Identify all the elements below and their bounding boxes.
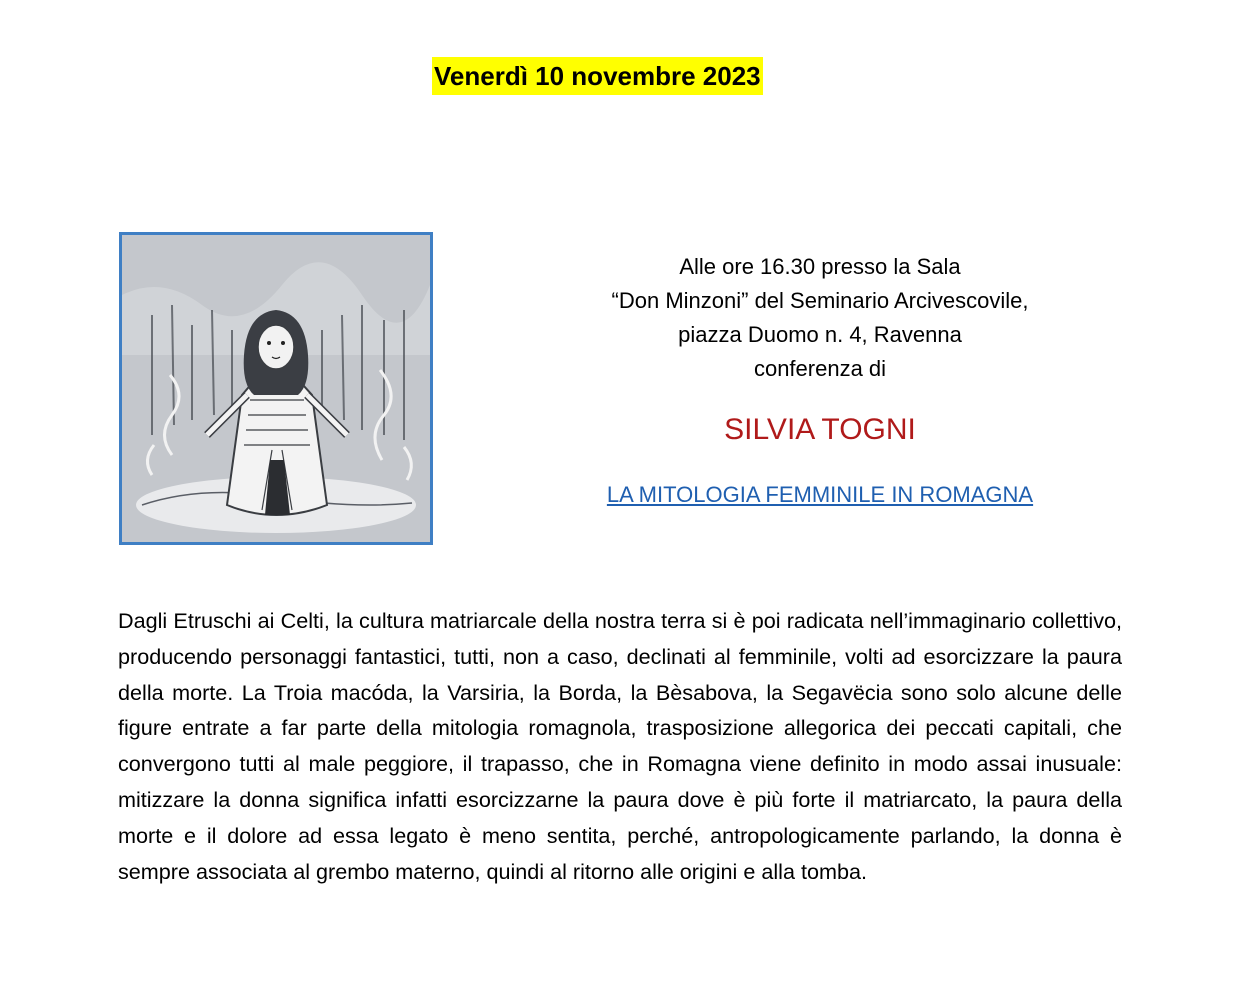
event-details	[520, 250, 1120, 386]
description-paragraph: Dagli Etruschi ai Celti, la cultura matriarcale della nostra terra si è poi radicata nell’immaginario collettivo, producendo personaggi fantastici, tutti, non a caso, declinati al femminile, volti ad esorcizzare la paura della morte. La Troia macóda, la Varsiria, la Borda, la Bèsabova, la Segavëcia sono solo alcune delle figure entrate a far parte della mitologia romagnola, trasposizione allegorica dei peccati capitali, che convergono tutti al male peggiore, il trapasso, che in Romagna viene definito in modo assai inusuale: mitizzare la donna significa infatti esorcizzarne la paura dove è più forte il matriarcato, la paura della morte e il dolore ad essa legato è meno sentita, perché, antropologicamente parlando, la donna è sempre associata al grembo materno, quindi al ritorno alle origini e alla tomba.	[118, 608, 1122, 884]
event-hall: “Don Minzoni” del Seminario Arcivescovile,	[611, 288, 1029, 313]
talk-title-link[interactable]: LA MITOLOGIA FEMMINILE IN ROMAGNA	[606, 482, 1034, 507]
speaker-name: SILVIA TOGNI	[724, 413, 916, 446]
event-type: conferenza di	[753, 356, 887, 381]
event-address: piazza Duomo n. 4, Ravenna	[678, 322, 962, 347]
event-date: Venerdì 10 novembre 2023	[432, 57, 763, 95]
event-time-venue: Alle ore 16.30 presso la Sala	[679, 254, 961, 279]
sketch-drawing	[122, 235, 430, 542]
talk-title-wrapper	[520, 478, 1120, 512]
illustration-woman-figure	[119, 232, 433, 545]
